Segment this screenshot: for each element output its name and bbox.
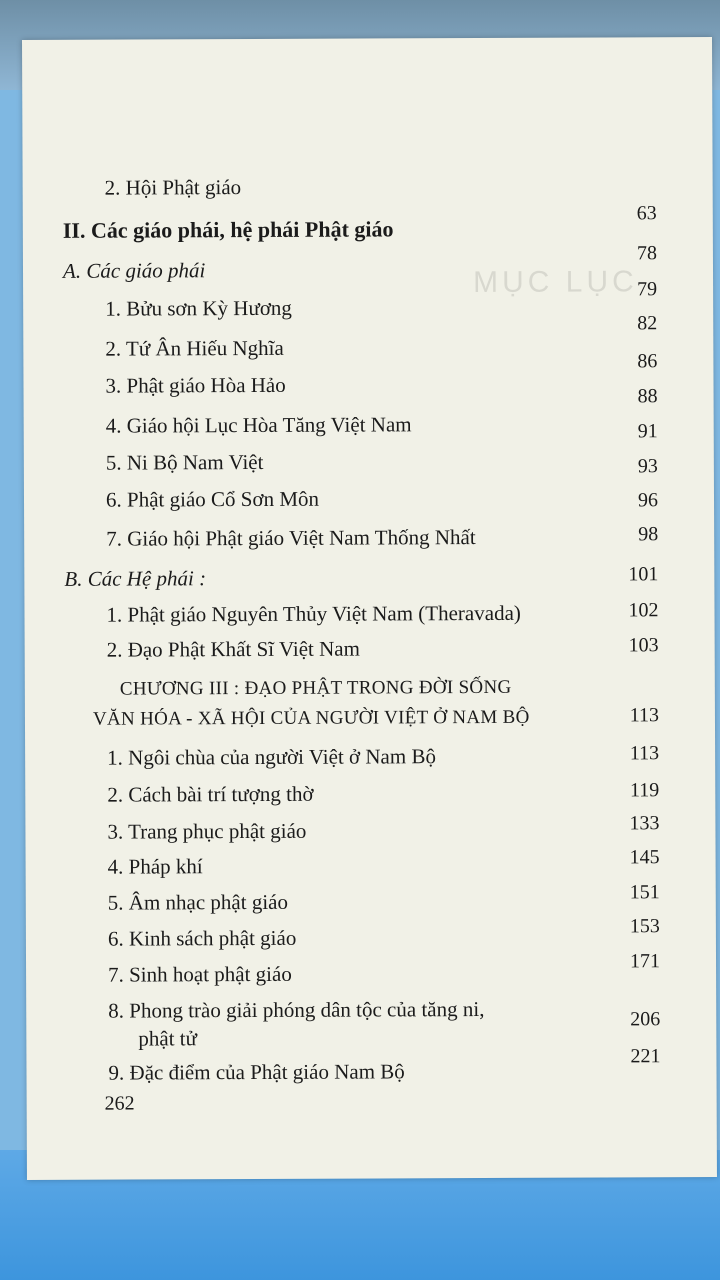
toc-page-number: 145 bbox=[629, 846, 660, 869]
toc-entry: 6. Phật giáo Cổ Sơn Môn bbox=[105, 486, 320, 512]
toc-entry: 5. Ni Bộ Nam Việt bbox=[105, 449, 264, 475]
toc-entry: 3. Phật giáo Hòa Hảo bbox=[105, 372, 286, 398]
book-page bbox=[22, 37, 717, 1180]
toc-entry: 2. Tứ Ân Hiếu Nghĩa bbox=[105, 335, 284, 361]
toc-entry: 9. Đặc điểm của Phật giáo Nam Bộ bbox=[108, 1059, 405, 1085]
toc-chapter-heading: CHƯƠNG III : ĐẠO PHẬT TRONG ĐỜI SỐNG bbox=[119, 676, 512, 700]
toc-page-number: 101 bbox=[628, 563, 659, 586]
bleed-through-heading: MỤC LỤC bbox=[472, 265, 638, 300]
toc-entry: 2. Đạo Phật Khất Sĩ Việt Nam bbox=[106, 636, 360, 662]
toc-subsection-heading: A. Các giáo phái bbox=[62, 258, 206, 283]
toc-page-number: 102 bbox=[628, 599, 659, 622]
toc-page-number: 153 bbox=[629, 915, 660, 938]
toc-entry: 3. Trang phục phật giáo bbox=[107, 818, 307, 844]
toc-page-number: 171 bbox=[629, 950, 661, 973]
toc-page-number: 98 bbox=[638, 523, 659, 546]
toc-section-heading: II. Các giáo phái, hệ phái Phật giáo bbox=[62, 216, 394, 243]
toc-page-number: 221 bbox=[630, 1045, 661, 1068]
toc-subsection-heading: B. Các Hệ phái : bbox=[64, 566, 207, 591]
page-number: 262 bbox=[104, 1092, 135, 1115]
toc-entry: 2. Cách bài trí tượng thờ bbox=[107, 781, 314, 807]
toc-page-number: 206 bbox=[630, 1008, 661, 1031]
toc-entry: 2. Hội Phật giáo bbox=[104, 175, 242, 200]
toc-entry: 1. Bửu sơn Kỳ Hương bbox=[105, 295, 292, 321]
toc-entry: 6. Kinh sách phật giáo bbox=[107, 925, 297, 951]
toc-entry: 7. Sinh hoạt phật giáo bbox=[108, 961, 292, 987]
toc-entry: 1. Phật giáo Nguyên Thủy Việt Nam (Theravada) bbox=[106, 600, 521, 627]
toc-page-number: 63 bbox=[636, 202, 657, 225]
toc-chapter-heading: VĂN HÓA - XÃ HỘI CỦA NGƯỜI VIỆT Ở NAM BỘ bbox=[92, 706, 530, 730]
toc-page-number: 79 bbox=[637, 278, 658, 301]
toc-entry: 1. Ngôi chùa của người Việt ở Nam Bộ bbox=[107, 744, 436, 770]
toc-page-number: 103 bbox=[628, 634, 659, 657]
toc-page-number: 91 bbox=[637, 420, 658, 443]
toc-entry-continuation: phật tử bbox=[138, 1026, 198, 1051]
toc-page-number: 78 bbox=[636, 242, 657, 265]
toc-page-number: 86 bbox=[637, 350, 658, 373]
toc-page-number: 119 bbox=[629, 779, 660, 802]
toc-page-number: 151 bbox=[629, 881, 660, 904]
toc-page-number: 133 bbox=[629, 812, 660, 835]
toc-page-number: 93 bbox=[637, 455, 658, 478]
toc-entry: 4. Pháp khí bbox=[107, 854, 203, 879]
toc-entry: 8. Phong trào giải phóng dân tộc của tăng ni, bbox=[108, 996, 485, 1023]
toc-entry: 7. Giáo hội Phật giáo Việt Nam Thống Nhất bbox=[106, 525, 476, 551]
toc-entry: 4. Giáo hội Lục Hòa Tăng Việt Nam bbox=[105, 412, 412, 438]
toc-entry: 5. Âm nhạc phật giáo bbox=[107, 889, 289, 915]
toc-page-number: 88 bbox=[637, 385, 658, 408]
toc-page-number: 96 bbox=[637, 489, 659, 512]
toc-page-number: 113 bbox=[629, 742, 660, 765]
toc-page-number: 82 bbox=[637, 312, 658, 335]
toc-page-number: 113 bbox=[629, 704, 660, 727]
